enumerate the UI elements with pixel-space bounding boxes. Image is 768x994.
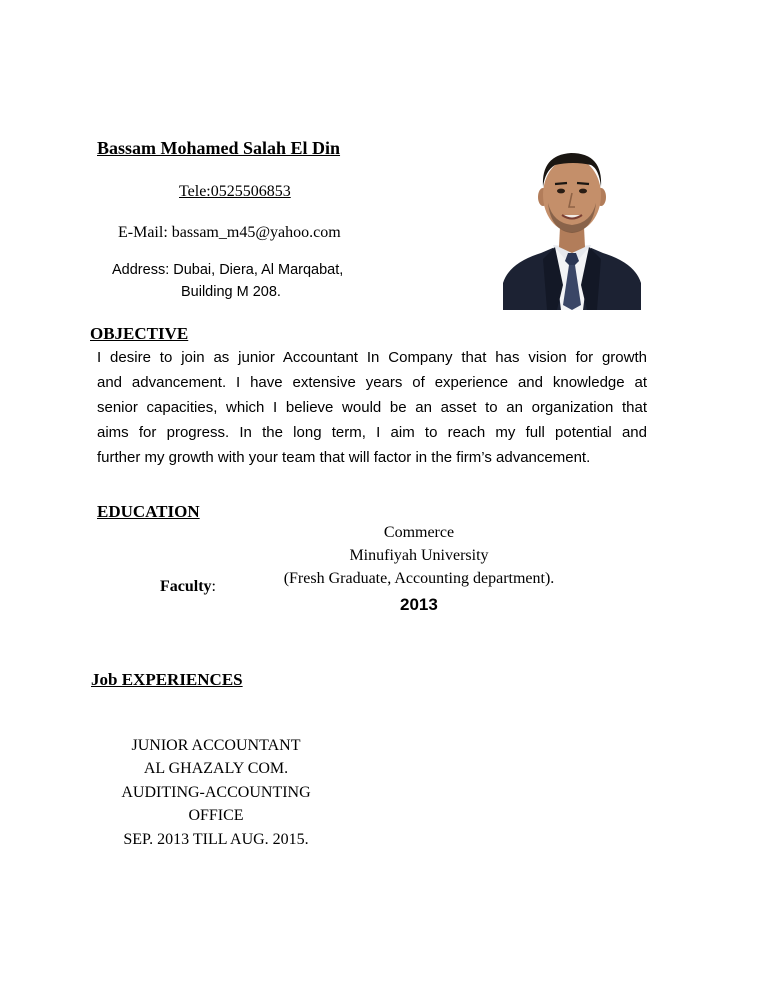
address-line-1: Address: Dubai, Diera, Al Marqabat,	[112, 262, 344, 278]
phone-number: Tele:0525506853	[179, 183, 291, 200]
faculty-label-text: Faculty	[160, 578, 212, 595]
faculty-label	[160, 578, 216, 596]
email-address: E-Mail: bassam_m45@yahoo.com	[118, 224, 341, 241]
objective-line: and advancement. I have extensive years of experience and knowledge at	[97, 374, 647, 391]
objective-heading: OBJECTIVE	[90, 324, 189, 343]
objective-line: further my growth with your team that will factor in the firm’s advancement.	[97, 449, 591, 466]
experience-line: AL GHAZALY COM.	[143, 760, 289, 777]
education-details: (Fresh Graduate, Accounting department).	[283, 570, 555, 587]
experience-line: OFFICE	[188, 807, 244, 824]
experience-heading: Job EXPERIENCES	[91, 670, 243, 689]
objective-line: aims for progress. In the long term, I aim to reach my full potential and	[97, 424, 647, 441]
objective-line: I desire to join as junior Accountant In Company that has vision for growth	[97, 349, 647, 366]
graduation-year: 2013	[400, 595, 438, 614]
experience-line: JUNIOR ACCOUNTANT	[131, 737, 301, 754]
education-field: Commerce	[383, 524, 455, 541]
experience-line: AUDITING-ACCOUNTING	[121, 784, 311, 801]
profile-photo-illustration	[503, 135, 641, 310]
experience-line: SEP. 2013 TILL AUG. 2015.	[123, 831, 309, 848]
address-line-2: Building M 208.	[181, 284, 281, 300]
profile-photo	[503, 135, 641, 310]
education-heading: EDUCATION	[97, 502, 200, 521]
faculty-colon: :	[211, 578, 216, 595]
education-university: Minufiyah University	[349, 547, 489, 564]
candidate-name: Bassam Mohamed Salah El Din	[97, 138, 341, 158]
objective-line: senior capacities, which I believe would be an asset to an organization that	[97, 399, 647, 416]
